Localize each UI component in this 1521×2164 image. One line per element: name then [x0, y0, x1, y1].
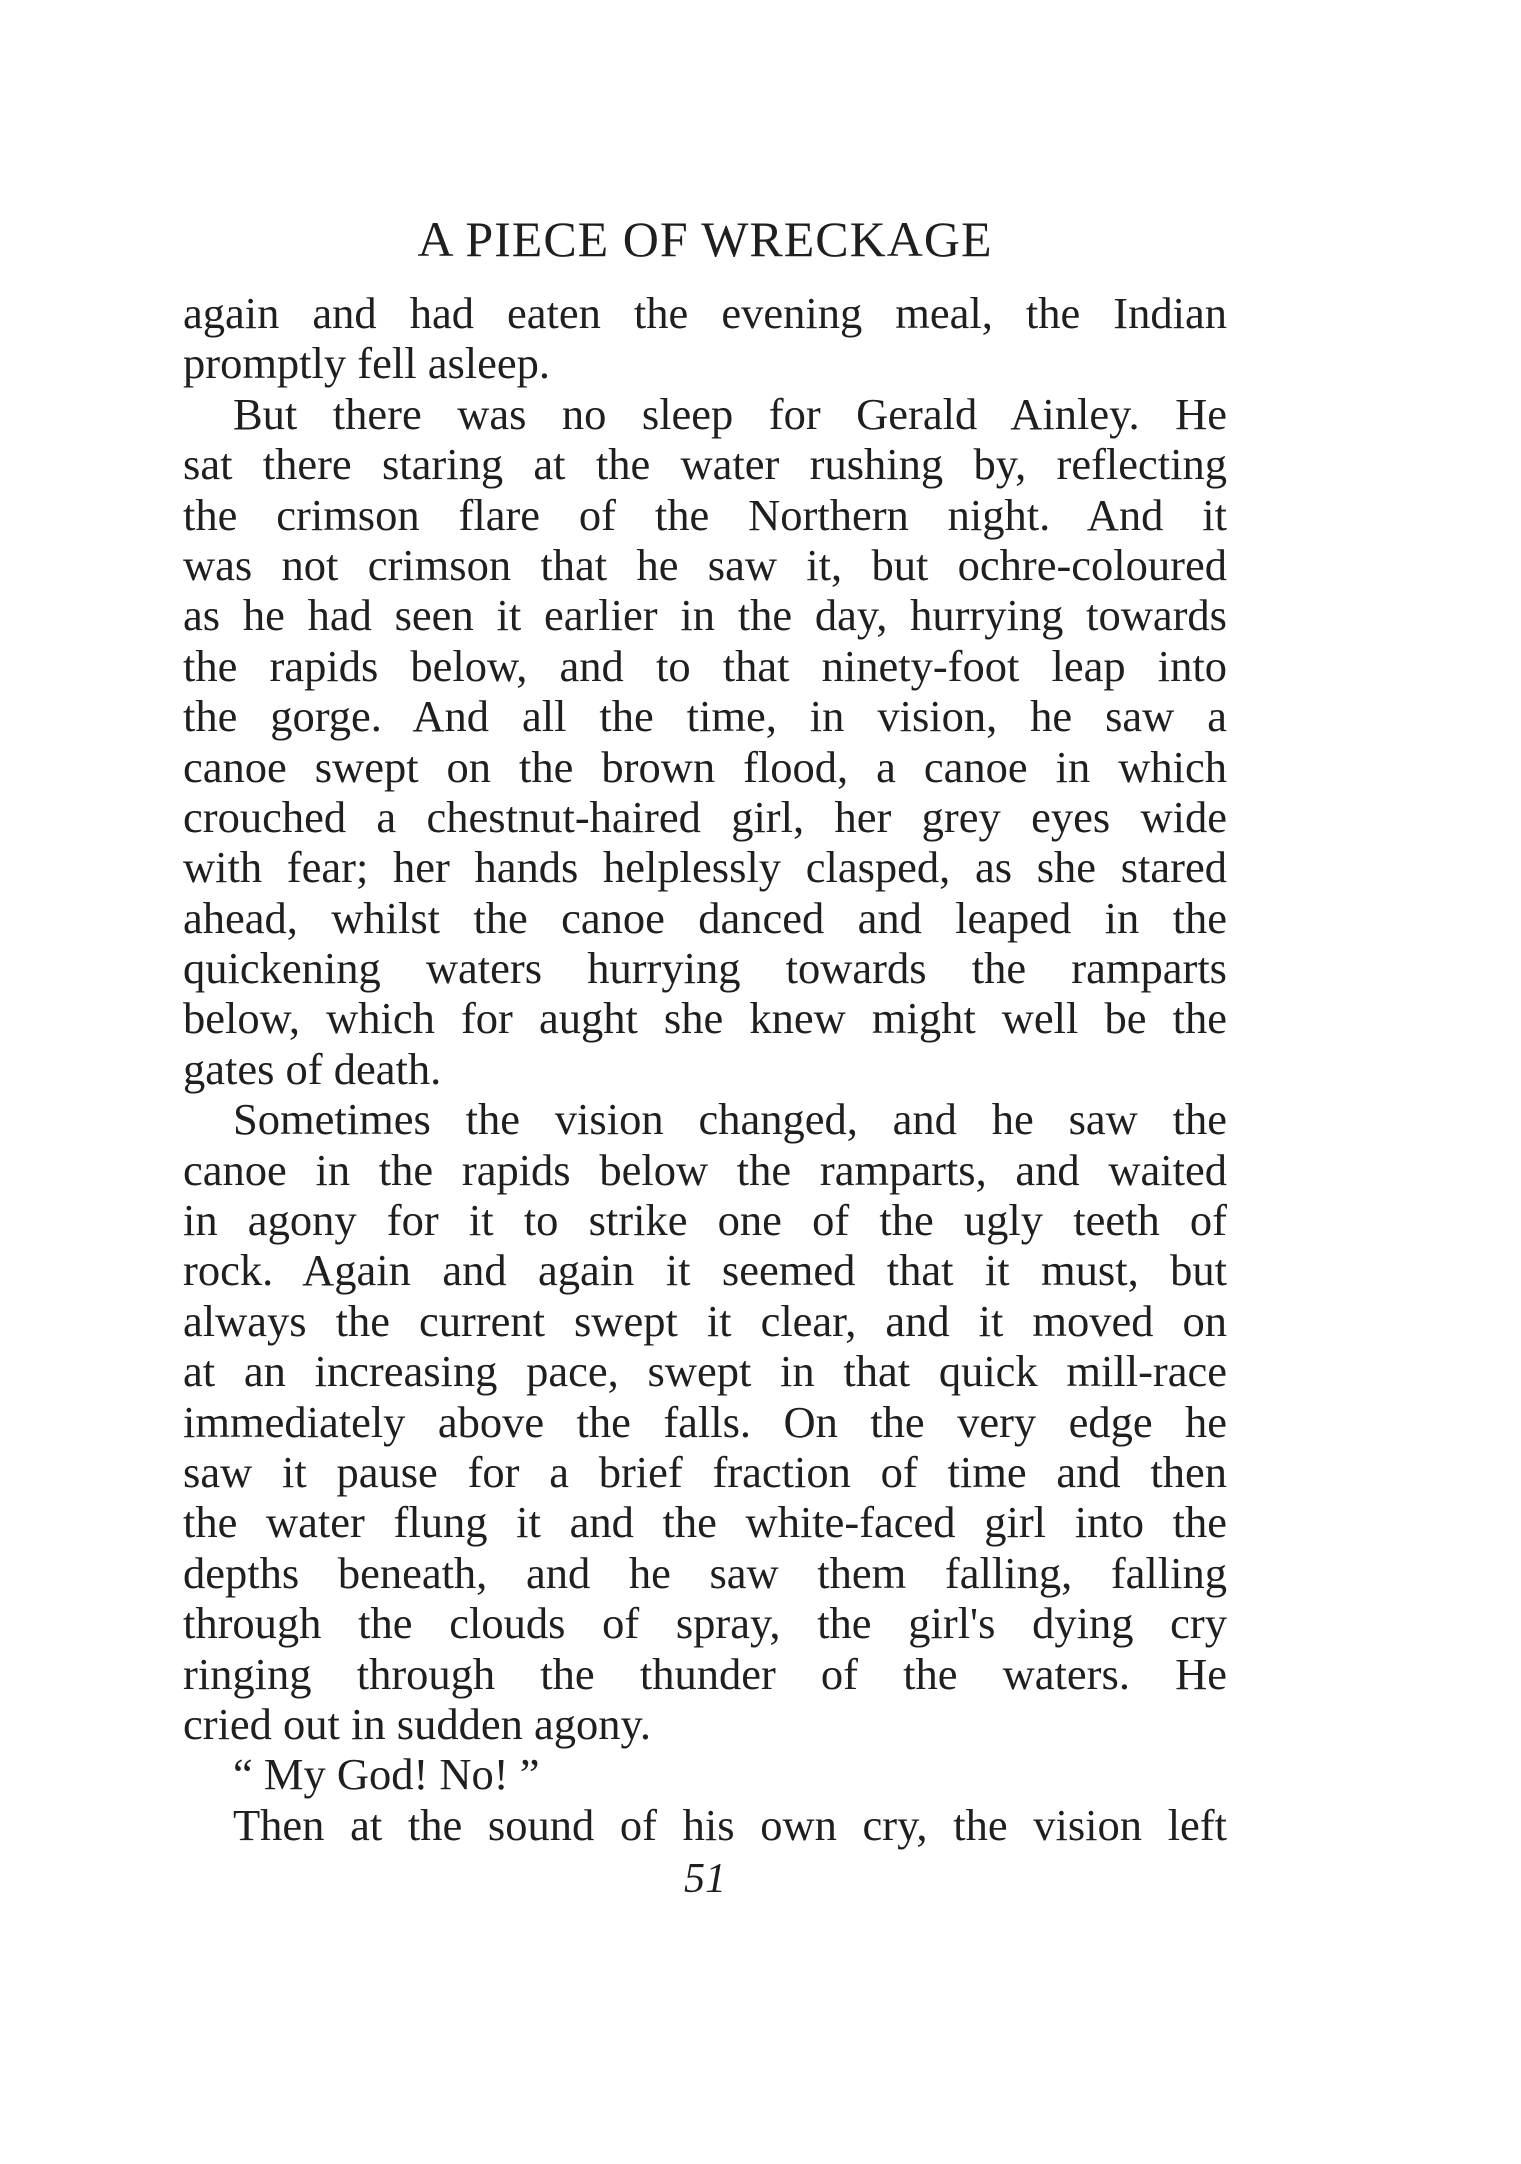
text-line: in agony for it to strike one of the ugly teeth of — [183, 1195, 1227, 1246]
text-line: cried out in sudden agony. — [183, 1698, 651, 1749]
text-line: Then at the sound of his own cry, the vision left — [233, 1799, 1227, 1850]
text-line: was not crimson that he saw it, but ochre-coloured — [183, 539, 1227, 590]
text-line: below, which for aught she knew might well be the — [183, 993, 1227, 1044]
text-line: gates of death. — [183, 1043, 442, 1094]
text-line: crouched a chestnut-haired girl, her grey eyes wide — [183, 791, 1227, 842]
text-line: the gorge. And all the time, in vision, he saw a — [183, 691, 1227, 742]
text-line: always the current swept it clear, and it moved on — [183, 1295, 1227, 1346]
body-text — [183, 288, 1227, 1850]
text-line: “ My God! No! ” — [233, 1749, 540, 1800]
text-line: saw it pause for a brief fraction of time and then — [183, 1446, 1227, 1497]
text-line: the crimson flare of the Northern night. And it — [183, 489, 1227, 540]
text-line: promptly fell asleep. — [183, 338, 551, 389]
text-line: again and had eaten the evening meal, the Indian — [183, 288, 1227, 338]
text-line: as he had seen it earlier in the day, hurrying towards — [183, 590, 1227, 641]
text-line: at an increasing pace, swept in that quick mill-race — [183, 1346, 1227, 1397]
text-line: But there was no sleep for Gerald Ainley. He — [233, 388, 1227, 439]
text-line: the rapids below, and to that ninety-foot leap into — [183, 640, 1227, 691]
text-line: canoe in the rapids below the ramparts, and waited — [183, 1144, 1227, 1195]
text-line: through the clouds of spray, the girl's dying cry — [183, 1598, 1227, 1649]
text-line: the water flung it and the white-faced girl into the — [183, 1497, 1227, 1548]
text-line: with fear; her hands helplessly clasped, as she stared — [183, 842, 1227, 893]
text-line: quickening waters hurrying towards the ramparts — [183, 943, 1227, 994]
text-line: immediately above the falls. On the very edge he — [183, 1396, 1227, 1447]
text-line: rock. Again and again it seemed that it must, but — [183, 1245, 1227, 1296]
page-number: 51 — [684, 1856, 726, 1902]
text-line: ahead, whilst the canoe danced and leaped in the — [183, 892, 1227, 943]
text-line: canoe swept on the brown flood, a canoe in which — [183, 741, 1227, 792]
text-line: Sometimes the vision changed, and he saw the — [233, 1094, 1227, 1145]
text-line: depths beneath, and he saw them falling, falling — [183, 1547, 1227, 1598]
text-line: sat there staring at the water rushing by, reflecting — [183, 439, 1227, 490]
running-head: A PIECE OF WRECKAGE — [417, 211, 993, 267]
text-line: ringing through the thunder of the waters. He — [183, 1648, 1227, 1699]
